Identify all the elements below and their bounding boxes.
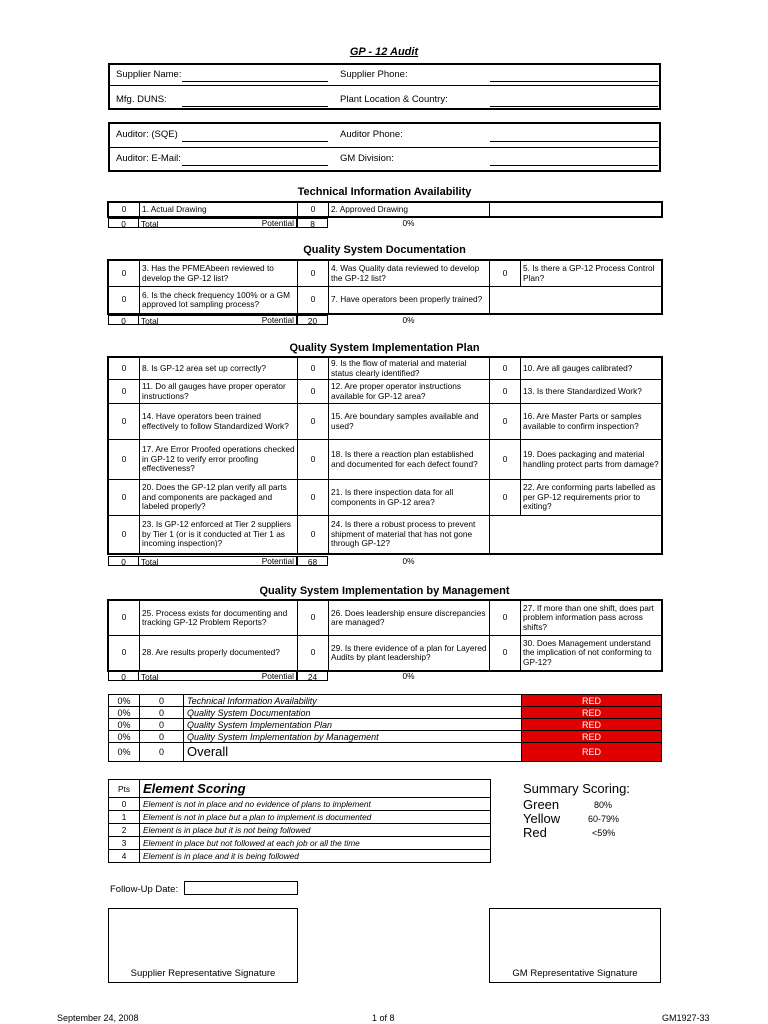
status-badge: RED xyxy=(522,719,662,731)
item-question: 8. Is GP-12 area set up correctly? xyxy=(140,358,298,380)
item-score[interactable]: 0 xyxy=(298,516,329,554)
item-question: 18. Is there a reaction plan established and documented for each defect found? xyxy=(329,440,490,480)
followup-date-label: Follow-Up Date: xyxy=(110,884,179,895)
item-score[interactable]: 0 xyxy=(490,380,521,404)
item-question: 2. Approved Drawing xyxy=(329,203,490,217)
status-badge: RED xyxy=(522,695,662,707)
total-score: 0 xyxy=(108,556,139,566)
scoring-desc: Element is not in place but a plan to implement is documented xyxy=(140,811,491,824)
auditor-sqe-label: Auditor: (SQE) xyxy=(116,129,178,140)
footer-date: September 24, 2008 xyxy=(57,1013,139,1023)
overall-score: 0 xyxy=(140,743,184,762)
mfg-duns-field[interactable] xyxy=(182,106,328,107)
summary-scoring-value: 80% xyxy=(594,800,613,810)
summary-pct: 0% xyxy=(109,695,140,707)
item-question: 19. Does packaging and material handling protect parts from damage? xyxy=(521,440,662,480)
item-question: 16. Are Master Parts or samples available to confirm inspection? xyxy=(521,404,662,440)
item-score[interactable]: 0 xyxy=(109,636,140,671)
summary-label: Quality System Documentation xyxy=(184,707,522,719)
item-question: 1. Actual Drawing xyxy=(140,203,298,217)
summary-pct: 0% xyxy=(109,731,140,743)
implementation-plan-table xyxy=(108,357,662,554)
section-title-technical: Technical Information Availability xyxy=(297,186,472,198)
item-score[interactable]: 0 xyxy=(109,203,140,217)
percent-value: 0% xyxy=(402,556,415,566)
potential-label: Potential xyxy=(261,315,294,325)
potential-value: 68 xyxy=(297,556,328,566)
item-question: 17. Are Error Proofed operations checked in GP-12 to verify error proofing effectiveness? xyxy=(140,440,298,480)
item-question: 27. If more than one shift, does part problem information pass across shifts? xyxy=(521,601,662,636)
item-question: 21. Is there inspection data for all components in GP-12 area? xyxy=(329,480,490,516)
status-badge: RED xyxy=(522,731,662,743)
element-scoring-title: Element Scoring xyxy=(140,780,491,798)
documentation-total-row xyxy=(108,315,661,326)
item-score[interactable]: 0 xyxy=(109,516,140,554)
element-scoring-table xyxy=(108,779,491,863)
summary-label: Quality System Implementation by Management xyxy=(184,731,522,743)
followup-date-field[interactable] xyxy=(184,881,298,895)
gm-signature-box[interactable] xyxy=(489,908,661,983)
status-badge: RED xyxy=(522,707,662,719)
item-score[interactable]: 0 xyxy=(298,380,329,404)
potential-value: 24 xyxy=(297,671,328,681)
item-score[interactable]: 0 xyxy=(109,287,140,314)
supplier-signature-box[interactable] xyxy=(108,908,298,983)
item-score[interactable]: 0 xyxy=(490,601,521,636)
supplier-name-label: Supplier Name: xyxy=(116,69,182,80)
potential-value: 20 xyxy=(297,315,328,325)
item-score[interactable]: 0 xyxy=(109,380,140,404)
item-question: 7. Have operators been properly trained? xyxy=(329,287,490,314)
gm-division-label: GM Division: xyxy=(340,153,394,164)
summary-pct: 0% xyxy=(109,719,140,731)
item-question: 12. Are proper operator instructions available for GP-12 area? xyxy=(329,380,490,404)
item-score[interactable]: 0 xyxy=(109,480,140,516)
auditor-email-label: Auditor: E-Mail: xyxy=(116,153,181,164)
total-score: 0 xyxy=(108,218,139,228)
gm-signature-label: GM Representative Signature xyxy=(512,968,638,979)
item-score[interactable]: 0 xyxy=(298,480,329,516)
item-question: 29. Is there evidence of a plan for Layered Audits by plant leadership? xyxy=(329,636,490,671)
item-score[interactable]: 0 xyxy=(109,358,140,380)
scoring-desc: Element is not in place and no evidence of plans to implement xyxy=(140,798,491,811)
summary-score: 0 xyxy=(140,719,184,731)
item-score[interactable]: 0 xyxy=(298,636,329,671)
item-question: 3. Has the PFMEAbeen reviewed to develop the GP-12 list? xyxy=(140,261,298,287)
supplier-name-field[interactable] xyxy=(182,81,328,82)
overall-label: Overall xyxy=(184,743,522,762)
item-question: 4. Was Quality data reviewed to develop the GP-12 list? xyxy=(329,261,490,287)
summary-score: 0 xyxy=(140,731,184,743)
supplier-phone-field[interactable] xyxy=(490,81,658,82)
technical-total-row xyxy=(108,218,661,229)
empty-cell xyxy=(490,516,662,554)
summary-pct: 0% xyxy=(109,707,140,719)
management-total-row xyxy=(108,671,661,682)
summary-table xyxy=(108,694,662,762)
item-question: 5. Is there a GP-12 Process Control Plan? xyxy=(521,261,662,287)
total-score: 0 xyxy=(108,671,139,681)
auditor-sqe-field[interactable] xyxy=(182,141,328,142)
item-score[interactable]: 0 xyxy=(490,440,521,480)
total-score: 0 xyxy=(108,315,139,325)
plant-location-field[interactable] xyxy=(490,106,658,107)
item-question: 14. Have operators been trained effectively to follow Standardized Work? xyxy=(140,404,298,440)
empty-cell xyxy=(490,203,662,217)
summary-scoring-name: Red xyxy=(523,825,547,840)
overall-status-badge: RED xyxy=(522,743,662,762)
item-score[interactable]: 0 xyxy=(490,358,521,380)
percent-value: 0% xyxy=(402,218,415,228)
gm-division-field[interactable] xyxy=(490,165,658,166)
section-title-implementation-plan: Quality System Implementation Plan xyxy=(289,342,480,354)
scoring-desc: Element is in place but it is not being followed xyxy=(140,824,491,837)
auditor-phone-field[interactable] xyxy=(490,141,658,142)
item-score[interactable]: 0 xyxy=(109,261,140,287)
supplier-signature-label: Supplier Representative Signature xyxy=(130,968,276,979)
total-label: Total xyxy=(139,671,297,681)
item-score[interactable]: 0 xyxy=(298,601,329,636)
plant-location-label: Plant Location & Country: xyxy=(340,94,448,105)
item-score[interactable]: 0 xyxy=(298,440,329,480)
total-label: Total xyxy=(139,218,297,228)
item-score[interactable]: 0 xyxy=(298,203,329,217)
footer-doc-number: GM1927-33 xyxy=(662,1013,710,1023)
footer-page: 1 of 8 xyxy=(372,1013,395,1023)
summary-scoring-name: Yellow xyxy=(523,811,561,826)
item-score[interactable]: 0 xyxy=(298,287,329,314)
empty-cell xyxy=(490,287,662,314)
item-question: 9. Is the flow of material and material status clearly identified? xyxy=(329,358,490,380)
documentation-table xyxy=(108,260,662,314)
mfg-duns-label: Mfg. DUNS: xyxy=(116,94,167,105)
item-question: 20. Does the GP-12 plan verify all parts and components are packaged and labeled properly? xyxy=(140,480,298,516)
summary-label: Quality System Implementation Plan xyxy=(184,719,522,731)
section-title-management: Quality System Implementation by Management xyxy=(259,585,510,597)
summary-scoring-title: Summary Scoring: xyxy=(523,781,630,796)
item-score[interactable]: 0 xyxy=(490,404,521,440)
item-score[interactable]: 0 xyxy=(298,261,329,287)
auditor-email-field[interactable] xyxy=(182,165,328,166)
potential-label: Potential xyxy=(261,671,294,681)
summary-score: 0 xyxy=(140,695,184,707)
implementation-plan-total-row xyxy=(108,556,661,567)
item-question: 23. Is GP-12 enforced at Tier 2 suppliers by Tier 1 (or is it conducted at Tier 1 as incoming inspection)? xyxy=(140,516,298,554)
scoring-pts: 1 xyxy=(109,811,140,824)
summary-scoring-value: 60-79% xyxy=(588,814,620,824)
potential-label: Potential xyxy=(261,218,294,228)
summary-scoring-value: <59% xyxy=(592,828,616,838)
summary-score: 0 xyxy=(140,707,184,719)
item-question: 13. Is there Standardized Work? xyxy=(521,380,662,404)
overall-pct: 0% xyxy=(109,743,140,762)
item-question: 6. Is the check frequency 100% or a GM approved lot sampling process? xyxy=(140,287,298,314)
item-question: 22. Are conforming parts labelled as per GP-12 requirements prior to exiting? xyxy=(521,480,662,516)
item-score[interactable]: 0 xyxy=(109,601,140,636)
item-score[interactable]: 0 xyxy=(298,404,329,440)
scoring-pts: 2 xyxy=(109,824,140,837)
item-score[interactable]: 0 xyxy=(109,440,140,480)
item-score[interactable]: 0 xyxy=(490,261,521,287)
item-question: 15. Are boundary samples available and used? xyxy=(329,404,490,440)
scoring-desc: Element is in place and it is being followed xyxy=(140,850,491,863)
potential-value: 8 xyxy=(297,218,328,228)
scoring-pts: 3 xyxy=(109,837,140,850)
total-label: Total xyxy=(139,315,297,325)
item-question: 26. Does leadership ensure discrepancies are managed? xyxy=(329,601,490,636)
summary-label: Technical Information Availability xyxy=(184,695,522,707)
potential-label: Potential xyxy=(261,556,294,566)
item-score[interactable]: 0 xyxy=(490,480,521,516)
item-question: 11. Do all gauges have proper operator instructions? xyxy=(140,380,298,404)
item-question: 25. Process exists for documenting and tracking GP-12 Problem Reports? xyxy=(140,601,298,636)
item-question: 10. Are all gauges calibrated? xyxy=(521,358,662,380)
item-question: 28. Are results properly documented? xyxy=(140,636,298,671)
pts-header: Pts xyxy=(109,780,140,798)
total-label: Total xyxy=(139,556,297,566)
percent-value: 0% xyxy=(402,671,415,681)
item-score[interactable]: 0 xyxy=(490,636,521,671)
scoring-pts: 4 xyxy=(109,850,140,863)
scoring-desc: Element in place but not followed at each job or all the time xyxy=(140,837,491,850)
scoring-pts: 0 xyxy=(109,798,140,811)
item-question: 30. Does Management understand the implication of not conforming to GP-12? xyxy=(521,636,662,671)
management-table xyxy=(108,600,662,671)
page-title: GP - 12 Audit xyxy=(349,46,419,58)
auditor-phone-label: Auditor Phone: xyxy=(340,129,403,140)
summary-scoring-name: Green xyxy=(523,797,560,812)
item-question: 24. Is there a robust process to prevent shipment of material that has not gone through GP-12? xyxy=(329,516,490,554)
supplier-phone-label: Supplier Phone: xyxy=(340,69,408,80)
item-score[interactable]: 0 xyxy=(109,404,140,440)
section-title-documentation: Quality System Documentation xyxy=(303,244,466,256)
item-score[interactable]: 0 xyxy=(298,358,329,380)
percent-value: 0% xyxy=(402,315,415,325)
technical-table xyxy=(108,202,662,217)
